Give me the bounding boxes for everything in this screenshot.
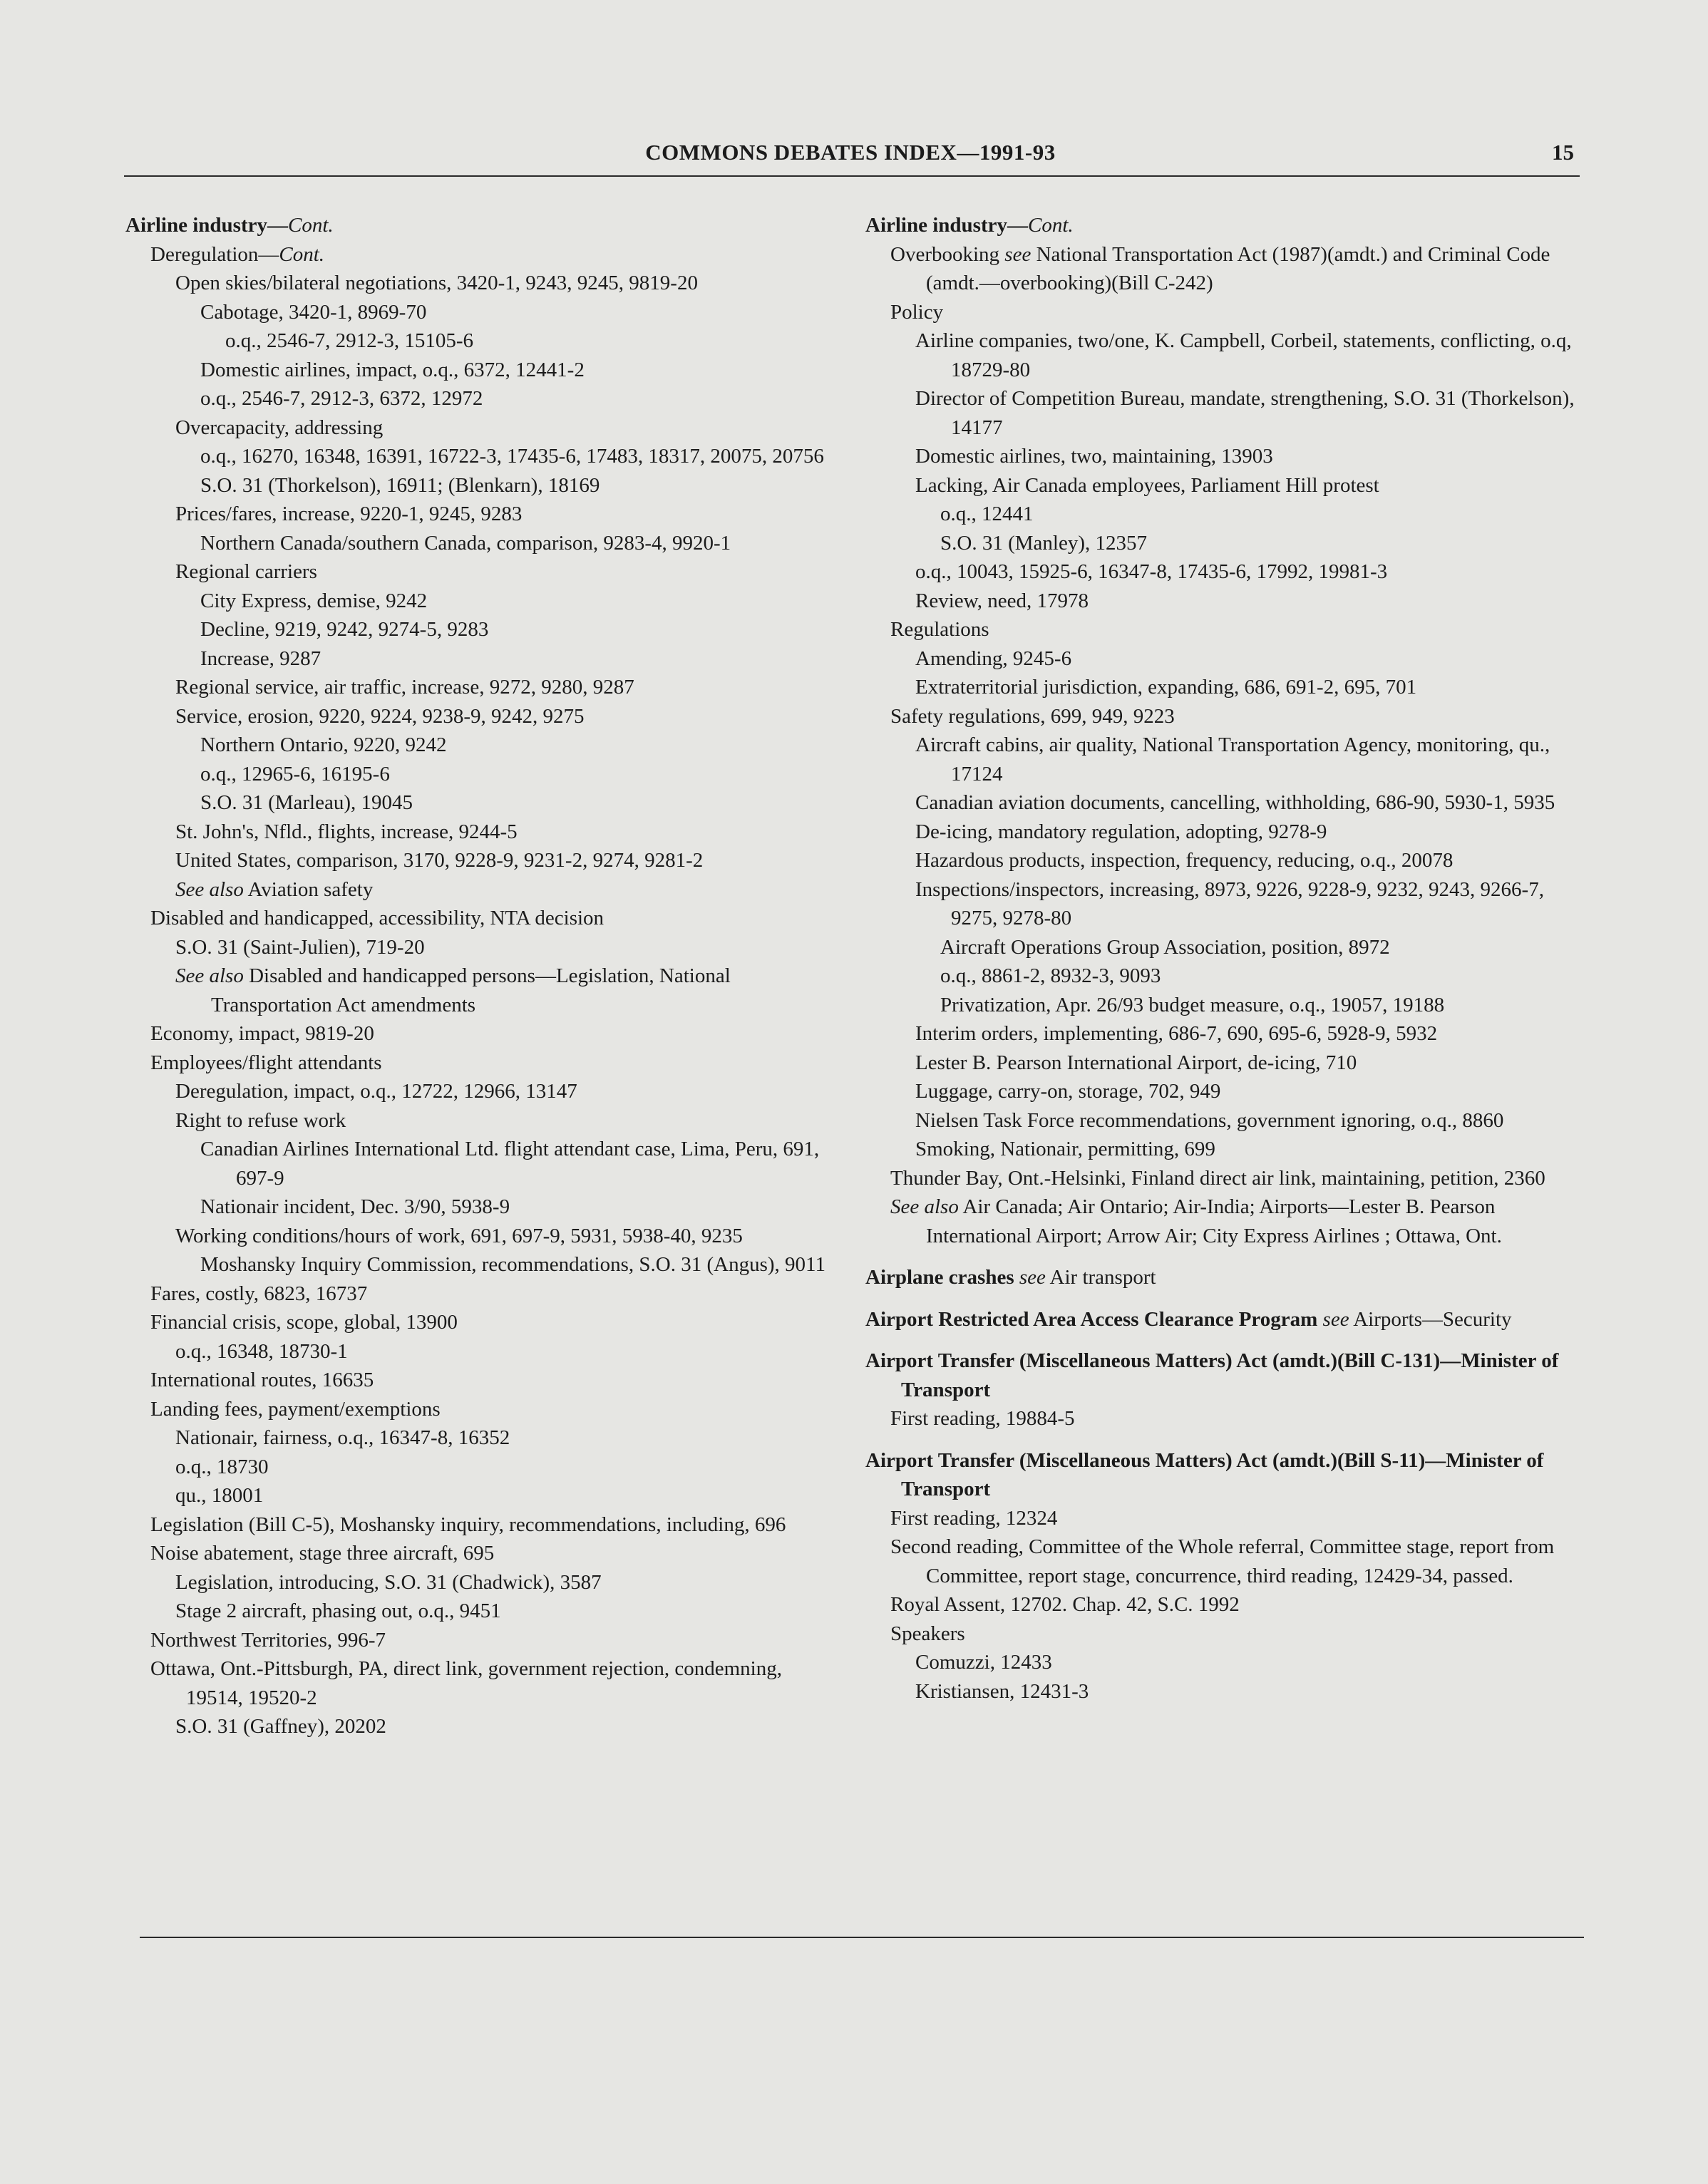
index-entry [865, 818, 1578, 847]
index-entry [865, 1648, 1578, 1677]
index-entry [125, 529, 838, 558]
entry-text [915, 791, 1555, 814]
entry-continuation: Airports—Security [1349, 1307, 1512, 1331]
entry-label: o.q., 2546-7, 2912-3, 6372, 12972 [200, 387, 483, 410]
entry-label: Thunder Bay, Ont.-Helsinki, Finland direct air link, maintaining, petition, 2360 [890, 1166, 1545, 1190]
entry-text [890, 1593, 1240, 1616]
entry-label: Decline, 9219, 9242, 9274-5, 9283 [200, 618, 489, 641]
entry-text [915, 1080, 1220, 1103]
page-header [127, 140, 1574, 174]
entry-text [200, 1253, 825, 1276]
entry-text [175, 1715, 386, 1738]
entry-label: Northern Ontario, 9220, 9242 [200, 733, 447, 756]
index-entry [125, 298, 838, 327]
entry-text [915, 1022, 1437, 1045]
page-number: 15 [1552, 140, 1574, 165]
entry-text [175, 560, 317, 583]
entry-text [890, 1507, 1057, 1530]
continued-marker: Cont. [1028, 214, 1074, 237]
entry-text [890, 243, 1550, 295]
entry-label: Review, need, 17978 [915, 589, 1089, 612]
index-entry [865, 846, 1578, 875]
entry-text [175, 1484, 263, 1507]
index-heading [865, 1305, 1578, 1334]
entry-label: o.q., 10043, 15925-6, 16347-8, 17435-6, 17992, 19981-3 [915, 560, 1388, 583]
entry-label: Extraterritorial jurisdiction, expanding, 686, 691-2, 695, 701 [915, 676, 1417, 699]
index-entry [125, 846, 838, 875]
entry-label: S.O. 31 (Manley), 12357 [940, 531, 1147, 555]
entry-label: Speakers [890, 1622, 965, 1645]
index-entry [125, 1626, 838, 1655]
entry-text [125, 214, 334, 237]
entry-label: Aircraft Operations Group Association, position, 8972 [940, 935, 1390, 959]
entry-label: Air Canada; Air Ontario; Air-India; Airports—Lester B. Pearson International Airport; Arrow Air; City Express Airlines ; Ottawa, Ont. [926, 1195, 1502, 1247]
index-column-left [125, 211, 838, 1741]
entry-label: Deregulation, impact, o.q., 12722, 12966, 13147 [175, 1080, 577, 1103]
entry-text [865, 1349, 1558, 1401]
index-entry [125, 1337, 838, 1366]
entry-label: Lacking, Air Canada employees, Parliament Hill protest [915, 473, 1379, 497]
entry-label: Open skies/bilateral negotiations, 3420-1, 9243, 9245, 9819-20 [175, 272, 698, 294]
entry-text [175, 705, 585, 728]
index-heading [865, 1446, 1578, 1504]
continued-marker: Cont. [288, 214, 334, 237]
entry-label: Overbooking [890, 242, 1005, 266]
entry-text [200, 359, 585, 381]
entry-text [150, 1513, 786, 1536]
entry-text [915, 733, 1550, 785]
entry-text [175, 503, 522, 525]
entry-text [175, 1080, 577, 1103]
entry-label: Nationair incident, Dec. 3/90, 5938-9 [200, 1195, 510, 1218]
entry-label: Cabotage, 3420-1, 8969-70 [200, 300, 427, 324]
entry-label: Safety regulations, 699, 949, 9223 [890, 704, 1175, 728]
see-also-label: See also [890, 1195, 959, 1218]
entry-text [890, 1195, 1502, 1247]
header-rule [124, 175, 1580, 177]
entry-label: S.O. 31 (Gaffney), 20202 [175, 1715, 386, 1738]
entry-text [915, 387, 1575, 439]
entry-label: o.q., 16348, 18730-1 [175, 1339, 348, 1363]
index-entry [865, 962, 1578, 991]
entry-label: Hazardous products, inspection, frequency, reducing, o.q., 20078 [915, 849, 1454, 872]
entry-text [890, 618, 989, 641]
entry-label: Smoking, Nationair, permitting, 699 [915, 1138, 1215, 1160]
cross-ref-see: see [1322, 1307, 1349, 1331]
entry-label: First reading, 19884-5 [890, 1407, 1075, 1430]
entry-text [150, 243, 324, 266]
entry-label: Airport Transfer (Miscellaneous Matters) Act (amdt.)(Bill S-11)—Minister of Transport [865, 1448, 1544, 1500]
index-entry [865, 1404, 1578, 1433]
entry-label: Regional carriers [175, 560, 317, 583]
entry-label: Nielsen Task Force recommendations, government ignoring, o.q., 8860 [915, 1108, 1504, 1132]
index-entry [865, 615, 1578, 644]
entry-text [915, 849, 1453, 872]
entry-label: Employees/flight attendants [150, 1051, 382, 1074]
entry-label: Inspections/inspectors, increasing, 8973, 9226, 9228-9, 9232, 9243, 9266-7, 9275, 9278-80 [915, 877, 1544, 929]
index-entry [125, 1222, 838, 1251]
entry-label: Comuzzi, 12433 [915, 1651, 1052, 1674]
running-title: COMMONS DEBATES INDEX—1991-93 [645, 140, 1056, 165]
entry-text [175, 272, 698, 294]
entry-label: S.O. 31 (Saint-Julien), 719-20 [175, 935, 425, 959]
index-entry [125, 760, 838, 789]
entry-text [175, 936, 425, 959]
index-heading [865, 1346, 1578, 1404]
entry-continuation: —Minister of Transport [901, 1349, 1559, 1401]
index-entry [865, 587, 1578, 616]
entry-text [940, 503, 1034, 525]
entry-text [915, 647, 1071, 670]
entry-text [175, 676, 634, 699]
entry-label: Fares, costly, 6823, 16737 [150, 1282, 368, 1305]
entry-label: o.q., 8861-2, 8932-3, 9093 [940, 964, 1161, 987]
index-heading [865, 211, 1578, 240]
index-entry [125, 1366, 838, 1395]
index-entry [125, 1423, 838, 1453]
index-entry [125, 933, 838, 962]
entry-label: St. John's, Nfld., flights, increase, 9244-5 [175, 820, 518, 843]
entry-text [150, 1022, 374, 1045]
index-entry [125, 413, 838, 443]
index-entry [865, 991, 1578, 1020]
entry-text [150, 1369, 374, 1391]
entry-label: Royal Assent, 12702. Chap. 42, S.C. 1992 [890, 1593, 1240, 1616]
entry-text [150, 1629, 386, 1652]
entry-text [890, 705, 1175, 728]
entry-label: Increase, 9287 [200, 647, 321, 670]
entry-text [150, 1282, 367, 1305]
index-entry [125, 326, 838, 356]
entry-label: Canadian Airlines International Ltd. flight attendant case, Lima, Peru, 691, 697-9 [200, 1138, 820, 1190]
entry-text [940, 936, 1390, 959]
entry-text [175, 1426, 510, 1449]
entry-text [940, 964, 1161, 987]
entry-label: Second reading, Committee of the Whole referral, Committee stage, report from Committee, report stage, concurrence, third reading, 12429-34, passed. [890, 1535, 1555, 1587]
index-entry [125, 269, 838, 298]
entry-text [915, 445, 1273, 468]
entry-label: Disabled and handicapped persons—Legislation, National Transportation Act amendments [211, 964, 731, 1016]
index-entry [865, 384, 1578, 442]
index-entry [125, 1250, 838, 1279]
entry-label: Economy, impact, 9819-20 [150, 1022, 374, 1045]
index-entry [865, 298, 1578, 327]
entry-text [890, 1407, 1075, 1430]
entry-text [200, 474, 600, 497]
entry-label: Northern Canada/southern Canada, comparison, 9283-4, 9920-1 [200, 531, 731, 555]
see-also-label: See also [175, 877, 244, 901]
entry-label: Airline industry— [125, 214, 288, 237]
entry-label: Luggage, carry-on, storage, 702, 949 [915, 1080, 1221, 1103]
entry-text [200, 589, 427, 612]
index-heading [125, 211, 838, 240]
entry-text [940, 994, 1444, 1016]
index-entry [125, 1510, 838, 1540]
entry-text [175, 1109, 346, 1132]
index-heading [865, 1263, 1578, 1292]
entry-label: Policy [890, 300, 944, 324]
index-entry [125, 644, 838, 674]
index-entry [125, 240, 838, 269]
entry-text [200, 1195, 510, 1218]
entry-label: Airplane crashes [865, 1266, 1019, 1289]
entry-text [915, 560, 1387, 583]
index-entry [125, 875, 838, 905]
index-entry [125, 1135, 838, 1193]
index-entry [125, 1077, 838, 1106]
entry-text [175, 1225, 743, 1247]
index-entry [865, 1019, 1578, 1049]
entry-text [150, 1311, 458, 1334]
entry-text [200, 791, 413, 814]
index-entry [865, 529, 1578, 558]
index-entry [865, 1077, 1578, 1106]
entry-text [865, 214, 1074, 237]
index-entry [865, 471, 1578, 500]
index-entry [125, 1193, 838, 1222]
entry-text [175, 878, 373, 901]
entry-label: S.O. 31 (Thorkelson), 16911; (Blenkarn), 18169 [200, 473, 600, 497]
index-entry [125, 788, 838, 818]
entry-label: o.q., 12965-6, 16195-6 [200, 762, 390, 785]
index-entry [125, 1308, 838, 1337]
index-entry [125, 962, 838, 1019]
footer-rule [140, 1937, 1584, 1938]
entry-text [150, 1398, 441, 1421]
index-entry [865, 731, 1578, 788]
entry-label: Regional service, air traffic, increase, 9272, 9280, 9287 [175, 676, 634, 699]
entry-text [150, 907, 604, 929]
index-entry [865, 1164, 1578, 1193]
index-entry [125, 587, 838, 616]
entry-text [200, 445, 824, 468]
entry-text [175, 849, 703, 872]
entry-label: United States, comparison, 3170, 9228-9, 9231-2, 9274, 9281-2 [175, 849, 704, 872]
entry-label: Prices/fares, increase, 9220-1, 9245, 9283 [175, 503, 523, 525]
index-entry [125, 731, 838, 760]
entry-text [915, 589, 1089, 612]
entry-text [150, 1542, 494, 1565]
entry-text [915, 878, 1544, 930]
entry-label: Legislation, introducing, S.O. 31 (Chadwick), 3587 [175, 1570, 602, 1594]
entry-text [175, 1571, 602, 1594]
entry-text [225, 329, 473, 352]
entry-label: Aircraft cabins, air quality, National Transportation Agency, monitoring, qu., 17124 [915, 733, 1550, 785]
entry-text [175, 1340, 348, 1363]
cross-ref-see: see [1004, 242, 1032, 266]
index-entry [125, 1597, 838, 1626]
entry-label: Right to refuse work [175, 1108, 346, 1132]
entry-text [865, 1308, 1512, 1331]
index-entry [125, 500, 838, 529]
entry-text [200, 733, 447, 756]
entry-label: Nationair, fairness, o.q., 16347-8, 16352 [175, 1426, 510, 1449]
entry-text [175, 416, 383, 439]
entry-label: Lester B. Pearson International Airport, de-icing, 710 [915, 1051, 1357, 1074]
entry-text [890, 1535, 1554, 1587]
see-also-label: See also [175, 964, 244, 987]
entry-label: Canadian aviation documents, cancelling, withholding, 686-90, 5930-1, 5935 [915, 791, 1555, 814]
entry-text [200, 301, 426, 324]
entry-label: Domestic airlines, two, maintaining, 13903 [915, 445, 1273, 468]
entry-text [915, 329, 1572, 381]
entry-text [175, 964, 731, 1016]
index-entry [125, 1019, 838, 1049]
entry-label: Disabled and handicapped, accessibility, NTA decision [150, 907, 605, 929]
entry-label: Airport Transfer (Miscellaneous Matters) Act (amdt.)(Bill C-131) [865, 1349, 1441, 1372]
entry-label: De-icing, mandatory regulation, adopting, 9278-9 [915, 820, 1327, 843]
index-column-right [865, 211, 1578, 1706]
entry-label: Financial crisis, scope, global, 13900 [150, 1311, 458, 1334]
index-entry [865, 1106, 1578, 1135]
index-entry [125, 818, 838, 847]
entry-continuation: National Transportation Act (1987)(amdt.) and Criminal Code (amdt.—overbooking)(Bill C-242) [926, 242, 1550, 294]
entry-label: o.q., 18730 [175, 1455, 269, 1478]
entry-text [915, 474, 1379, 497]
entry-label: Stage 2 aircraft, phasing out, o.q., 9451 [175, 1600, 501, 1622]
entry-text [865, 1449, 1543, 1501]
entry-label: Regulations [890, 618, 989, 641]
index-entry [865, 1677, 1578, 1706]
entry-label: Moshansky Inquiry Commission, recommendations, S.O. 31 (Angus), 9011 [200, 1253, 825, 1276]
entry-text [915, 1138, 1215, 1160]
entry-label: Director of Competition Bureau, mandate, strengthening, S.O. 31 (Thorkelson), 14177 [915, 387, 1575, 439]
index-entry [125, 442, 838, 471]
entry-text [200, 763, 390, 785]
entry-text [940, 532, 1147, 555]
continued-marker: Cont. [279, 242, 325, 266]
entry-label: qu., 18001 [175, 1484, 264, 1507]
entry-text [200, 647, 321, 670]
index-entry [865, 702, 1578, 731]
index-entry [865, 1619, 1578, 1649]
entry-label: Legislation (Bill C-5), Moshansky inquiry, recommendations, including, 696 [150, 1513, 786, 1536]
entry-text [200, 1138, 819, 1190]
entry-label: Interim orders, implementing, 686-7, 690, 695-6, 5928-9, 5932 [915, 1022, 1438, 1045]
index-entry [865, 788, 1578, 818]
entry-label: o.q., 12441 [940, 503, 1034, 525]
entry-text [865, 1266, 1156, 1289]
index-entry [865, 1533, 1578, 1590]
index-entry [125, 1395, 838, 1424]
entry-label: Landing fees, payment/exemptions [150, 1397, 441, 1421]
entry-text [890, 1167, 1545, 1190]
entry-label: o.q., 16270, 16348, 16391, 16722-3, 17435-6, 17483, 18317, 20075, 20756 [200, 445, 824, 468]
index-entry [125, 356, 838, 385]
index-entry [125, 1106, 838, 1135]
index-entry [125, 1712, 838, 1741]
entry-text [200, 532, 731, 555]
index-entry [865, 1504, 1578, 1533]
index-entry [125, 702, 838, 731]
index-entry [865, 240, 1578, 298]
index-entry [125, 1539, 838, 1568]
index-entry [865, 442, 1578, 471]
entry-continuation: Air transport [1045, 1266, 1156, 1289]
entry-label: City Express, demise, 9242 [200, 589, 428, 612]
entry-text [175, 1456, 269, 1478]
entry-text [915, 676, 1416, 699]
index-entry [125, 1568, 838, 1597]
entry-text [200, 387, 483, 410]
index-entry [865, 1049, 1578, 1078]
entry-label: S.O. 31 (Marleau), 19045 [200, 791, 413, 814]
index-entry [865, 1590, 1578, 1619]
index-entry [125, 904, 838, 933]
entry-text [175, 1600, 501, 1622]
index-entry [865, 875, 1578, 933]
entry-label: Airport Restricted Area Access Clearance Program [865, 1307, 1323, 1331]
entry-label: Ottawa, Ont.-Pittsburgh, PA, direct link, government rejection, condemning, 19514, 19520-2 [150, 1657, 782, 1709]
entry-text [915, 820, 1327, 843]
entry-text [890, 1622, 965, 1645]
index-entry [125, 615, 838, 644]
index-entry [125, 1453, 838, 1482]
entry-label: Aviation safety [243, 877, 374, 901]
entry-label: Amending, 9245-6 [915, 647, 1072, 670]
entry-label: Overcapacity, addressing [175, 416, 384, 439]
entry-text [915, 1680, 1089, 1703]
index-entry [865, 1193, 1578, 1250]
index-entry [865, 500, 1578, 529]
index-entry [865, 326, 1578, 384]
entry-label: International routes, 16635 [150, 1369, 374, 1391]
index-entry [125, 1654, 838, 1712]
entry-text [200, 618, 488, 641]
entry-label: o.q., 2546-7, 2912-3, 15105-6 [225, 329, 473, 352]
entry-label: Airline industry— [865, 214, 1028, 237]
entry-label: First reading, 12324 [890, 1506, 1058, 1530]
entry-label: Domestic airlines, impact, o.q., 6372, 12441-2 [200, 358, 585, 381]
cross-ref-see: see [1019, 1266, 1046, 1289]
entry-text [890, 301, 943, 324]
index-entry [865, 1135, 1578, 1164]
index-entry [125, 557, 838, 587]
entry-label: Deregulation— [150, 242, 279, 266]
entry-label: Working conditions/hours of work, 691, 697-9, 5931, 5938-40, 9235 [175, 1224, 743, 1247]
entry-text [150, 1657, 782, 1709]
index-entry [125, 471, 838, 500]
index-entry [125, 384, 838, 413]
index-entry [125, 1481, 838, 1510]
index-entry [865, 557, 1578, 587]
index-entry [865, 933, 1578, 962]
index-entry [125, 1049, 838, 1078]
entry-label: Service, erosion, 9220, 9224, 9238-9, 9242, 9275 [175, 704, 585, 728]
entry-label: Northwest Territories, 996-7 [150, 1628, 386, 1652]
entry-text [915, 1109, 1503, 1132]
entry-label: Airline companies, two/one, K. Campbell, Corbeil, statements, conflicting, o.q, 18729-80 [915, 329, 1572, 381]
entry-label: Privatization, Apr. 26/93 budget measure, o.q., 19057, 19188 [940, 993, 1445, 1016]
index-entry [865, 644, 1578, 674]
entry-text [150, 1051, 382, 1074]
index-entry [125, 673, 838, 702]
entry-label: Kristiansen, 12431-3 [915, 1679, 1089, 1703]
index-entry [125, 1279, 838, 1309]
index-entry [865, 673, 1578, 702]
entry-text [915, 1051, 1357, 1074]
entry-text [175, 820, 518, 843]
entry-text [915, 1651, 1052, 1674]
entry-label: Noise abatement, stage three aircraft, 695 [150, 1542, 495, 1565]
